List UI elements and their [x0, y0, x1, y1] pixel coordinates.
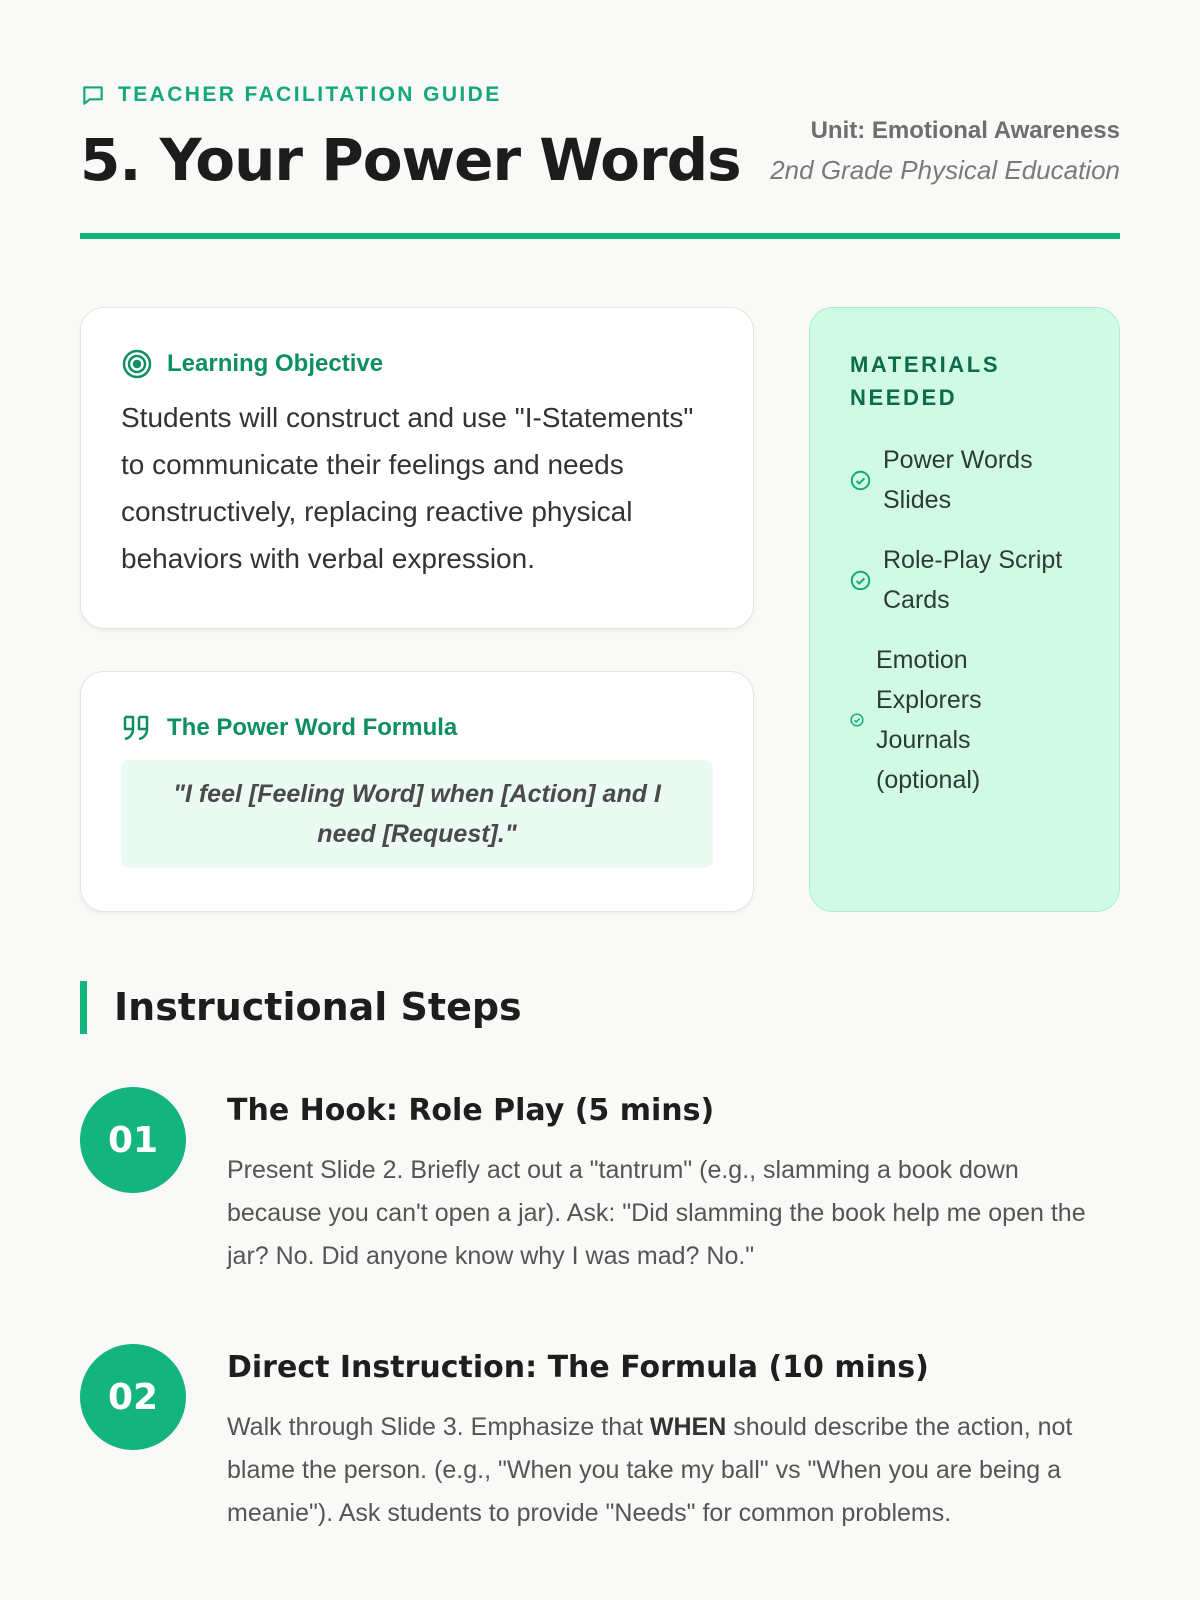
- quote-icon: [121, 712, 153, 744]
- materials-title: MATERIALS NEEDED: [850, 352, 1001, 410]
- materials-list: [850, 440, 1079, 800]
- target-icon: [121, 348, 153, 380]
- instructional-steps-heading: Instructional Steps: [80, 981, 522, 1034]
- unit-label: Unit: Emotional Awareness: [810, 117, 1120, 144]
- objective-text: Students will construct and use "I-Statements" to communicate their feelings and needs constructively, replacing reactive physical behaviors with verbal expression.: [121, 402, 694, 574]
- guide-eyebrow: [80, 82, 502, 108]
- formula-heading-label: The Power Word Formula: [167, 714, 458, 741]
- power-word-formula-card: [80, 671, 754, 912]
- step-title: Direct Instruction: The Formula (10 mins): [227, 1350, 929, 1385]
- materials-panel: [809, 307, 1120, 912]
- formula-text: "I feel [Feeling Word] when [Action] and I need [Request].": [121, 760, 713, 868]
- check-circle-icon: [850, 470, 871, 491]
- unit-meta: [770, 117, 1120, 186]
- step-number-badge: 02: [80, 1344, 186, 1450]
- learning-objective-card: [80, 307, 754, 629]
- formula-heading: [121, 712, 713, 744]
- step-text-part: Walk through Slide 3. Emphasize that: [227, 1413, 650, 1441]
- step-description: Present Slide 2. Briefly act out a "tantrum" (e.g., slamming a book down because you can't open a jar). Ask: "Did slamming the book help me open the jar? No. Did anyone know why I was mad? No.": [227, 1156, 1086, 1270]
- eyebrow-label: TEACHER FACILITATION GUIDE: [118, 83, 502, 106]
- material-label: Power Words Slides: [883, 446, 1033, 514]
- message-square-icon: [80, 82, 106, 108]
- step-number-badge: 01: [80, 1087, 186, 1193]
- material-item: [850, 640, 1079, 800]
- step-title: The Hook: Role Play (5 mins): [227, 1093, 715, 1128]
- objective-heading-label: Learning Objective: [167, 350, 384, 377]
- step-text-emphasis: WHEN: [649, 1413, 727, 1441]
- step-body: [227, 1087, 1120, 1278]
- page-title: 5. Your Power Words: [80, 126, 741, 194]
- objective-heading: [121, 348, 713, 380]
- step-description: [227, 1406, 1120, 1535]
- material-label: Emotion Explorers Journals (optional): [876, 646, 982, 794]
- check-circle-icon: [850, 570, 871, 591]
- check-circle-icon: [850, 713, 864, 727]
- header-divider: [80, 233, 1120, 239]
- material-item: [850, 440, 1079, 520]
- material-item: [850, 540, 1079, 620]
- step-text-part: should describe the action, not blame the person. (e.g., "When you take my ball" vs "When you are being a meanie"). Ask students to provide "Needs" for common problems.: [227, 1413, 1073, 1527]
- step-body: [227, 1344, 1120, 1535]
- grade-label: 2nd Grade Physical Education: [770, 155, 1120, 185]
- material-label: Role-Play Script Cards: [883, 546, 1063, 614]
